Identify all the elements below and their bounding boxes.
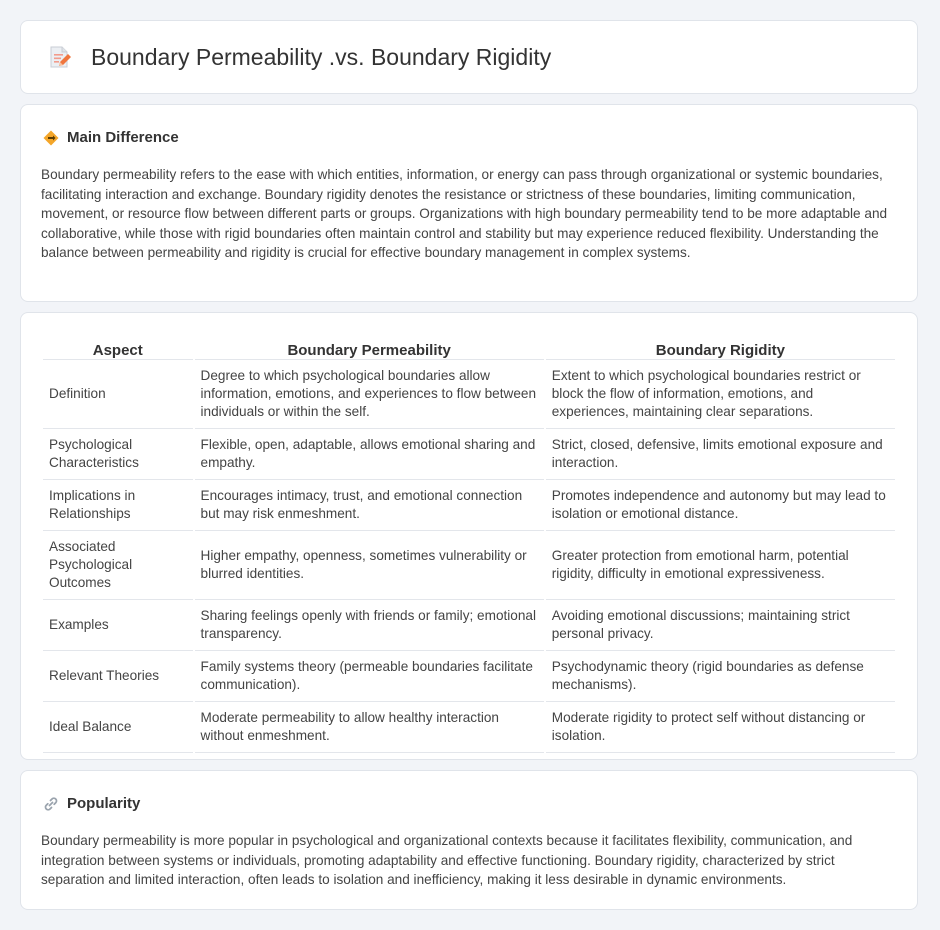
permeability-cell: Family systems theory (permeable boundaries facilitate communication).	[195, 651, 544, 702]
header-permeability: Boundary Permeability	[195, 333, 544, 360]
rigidity-cell: Psychodynamic theory (rigid boundaries as defense mechanisms).	[546, 651, 895, 702]
rigidity-cell: Promotes independence and autonomy but may lead to isolation or emotional distance.	[546, 480, 895, 531]
rigidity-cell: Avoiding emotional discussions; maintaining strict personal privacy.	[546, 600, 895, 651]
permeability-cell: Higher empathy, openness, sometimes vulnerability or blurred identities.	[195, 531, 544, 600]
rigidity-cell: Extent to which psychological boundaries restrict or block the flow of information, emotions, and experiences, maintaining clear separations.	[546, 360, 895, 429]
main-difference-text: Boundary permeability refers to the ease with which entities, information, or energy can pass through organizational or systemic boundaries, facilitating interaction and exchange. Boundary rigidity denotes the resistance or strictness of these boundaries, limiting communication, movement, or resource flow between different parts or groups. Organizations with high boundary permeability tend to be more adaptable and collaborative, while those with rigid boundaries often maintain control and stability but may experience reduced flexibility. Understanding the balance between permeability and rigidity is crucial for effective boundary management in complex systems.	[41, 167, 888, 260]
main-difference-card	[20, 104, 918, 302]
permeability-cell: Moderate permeability to allow healthy interaction without enmeshment.	[195, 702, 544, 753]
popularity-text: Boundary permeability is more popular in psychological and organizational contexts because it facilitates flexibility, communication, and integration between systems or individuals, promoting adaptability and effective functioning. Boundary rigidity, characterized by strict separation and limited interaction, often leads to isolation and inefficiency, making it less desirable in dynamic environments.	[41, 833, 853, 887]
table-row	[43, 651, 895, 702]
permeability-cell: Encourages intimacy, trust, and emotional connection but may risk enmeshment.	[195, 480, 544, 531]
page-title: Boundary Permeability .vs. Boundary Rigidity	[91, 43, 552, 70]
table-row	[43, 480, 895, 531]
permeability-cell: Degree to which psychological boundaries allow information, emotions, and experiences to flow between individuals or within the self.	[195, 360, 544, 429]
aspect-cell: Ideal Balance	[43, 702, 193, 753]
rigidity-cell: Strict, closed, defensive, limits emotional exposure and interaction.	[546, 429, 895, 480]
rigidity-cell: Greater protection from emotional harm, potential rigidity, difficulty in emotional expressiveness.	[546, 531, 895, 600]
link-icon	[43, 796, 59, 812]
popularity-heading: Popularity	[67, 795, 141, 812]
main-difference-header	[43, 129, 179, 146]
comparison-table-card	[20, 312, 918, 760]
aspect-cell: Psychological Characteristics	[43, 429, 193, 480]
header-rigidity: Boundary Rigidity	[546, 333, 895, 360]
comparison-table	[41, 333, 897, 753]
main-difference-heading: Main Difference	[67, 129, 179, 146]
aspect-cell: Relevant Theories	[43, 651, 193, 702]
aspect-cell: Implications in Relationships	[43, 480, 193, 531]
aspect-cell: Definition	[43, 360, 193, 429]
table-row	[43, 702, 895, 753]
permeability-cell: Sharing feelings openly with friends or family; emotional transparency.	[195, 600, 544, 651]
popularity-card	[20, 770, 918, 910]
table-row	[43, 360, 895, 429]
table-row	[43, 600, 895, 651]
permeability-cell: Flexible, open, adaptable, allows emotional sharing and empathy.	[195, 429, 544, 480]
document-pencil-icon	[47, 45, 71, 69]
table-row	[43, 531, 895, 600]
table-row	[43, 429, 895, 480]
diamond-sign-icon	[43, 130, 59, 146]
table-header-row	[43, 333, 895, 360]
title-card	[20, 20, 918, 94]
aspect-cell: Associated Psychological Outcomes	[43, 531, 193, 600]
rigidity-cell: Moderate rigidity to protect self without distancing or isolation.	[546, 702, 895, 753]
aspect-cell: Examples	[43, 600, 193, 651]
header-aspect: Aspect	[43, 333, 193, 360]
popularity-header	[43, 795, 140, 812]
